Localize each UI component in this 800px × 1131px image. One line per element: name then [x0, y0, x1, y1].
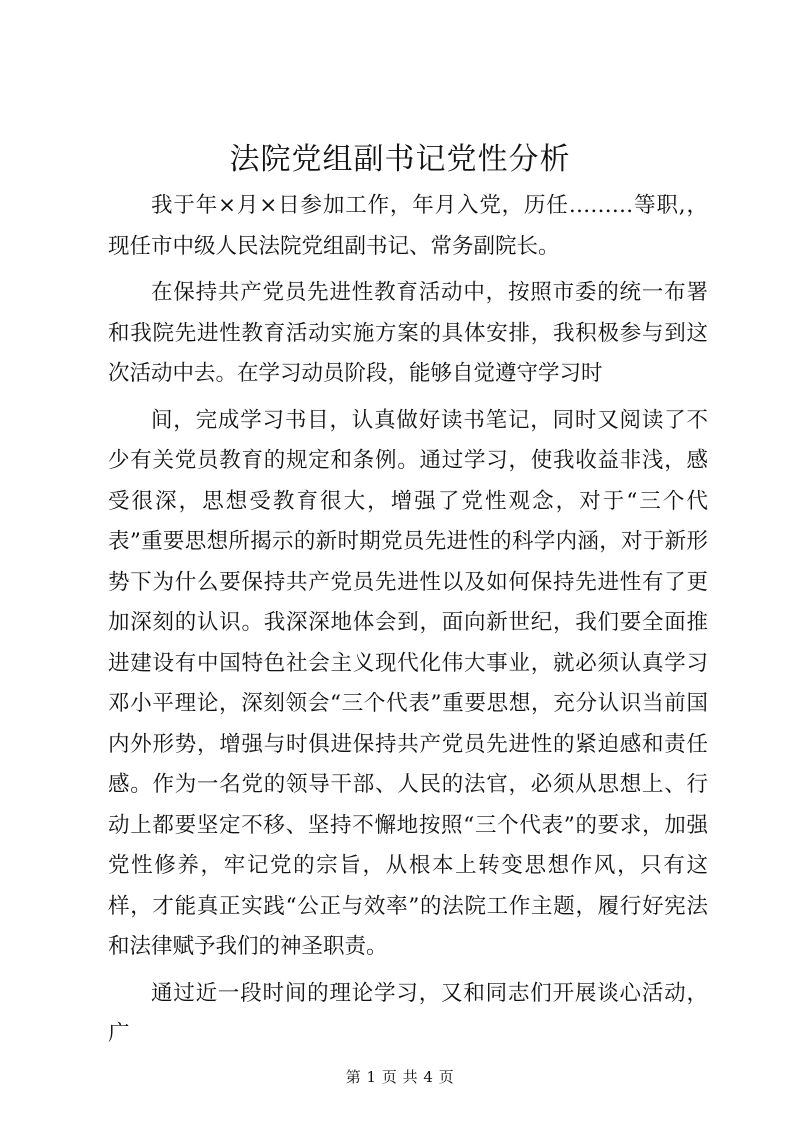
document-title: 法院党组副书记党性分析	[229, 142, 571, 177]
paragraph-1: 我于年×月×日参加工作，年月入党，历任………等职,，现任市中级人民法院党组副书记、常务副院长。	[108, 193, 708, 259]
page-footer: 第 1 页 共 4 页	[345, 1068, 455, 1086]
document-body	[108, 186, 708, 1055]
paragraph-3: 间，完成学习书目，认真做好读书笔记，同时又阅读了不少有关党员教育的规定和条例。通过学习，使我收益非浅，感受很深，思想受教育很大，增强了党性观念，对于“三个代表”重要思想所揭示的新时期党员先进性的科学内涵，对于新形势下为什么要保持共产党员先进性以及如何保持先进性有了更加深刻的认识。我深深地体会到，面向新世纪，我们要全面推进建设有中国特色社会主义现代化伟大事业，就必须认真学习邓小平理论，深刻领会“三个代表”重要思想，充分认识当前国内外形势，增强与时俱进保持共产党员先进性的紧迫感和责任感。作为一名党的领导干部、人民的法官，必须从思想上、行动上都要坚定不移、坚持不懈地按照“三个代表”的要求，加强党性修养，牢记党的宗旨，从根本上转变思想作风，只有这样，才能真正实践“公正与效率”的法院工作主题，履行好宪法和法律赋予我们的神圣职责。	[108, 407, 708, 959]
paragraph-2: 在保持共产党员先进性教育活动中，按照市委的统一布署和我院先进性教育活动实施方案的具体安排，我积极参与到这次活动中去。在学习动员阶段，能够自觉遵守学习时	[108, 280, 708, 386]
paragraph-4: 通过近一段时间的理论学习，又和同志们开展谈心活动，广	[108, 980, 708, 1046]
